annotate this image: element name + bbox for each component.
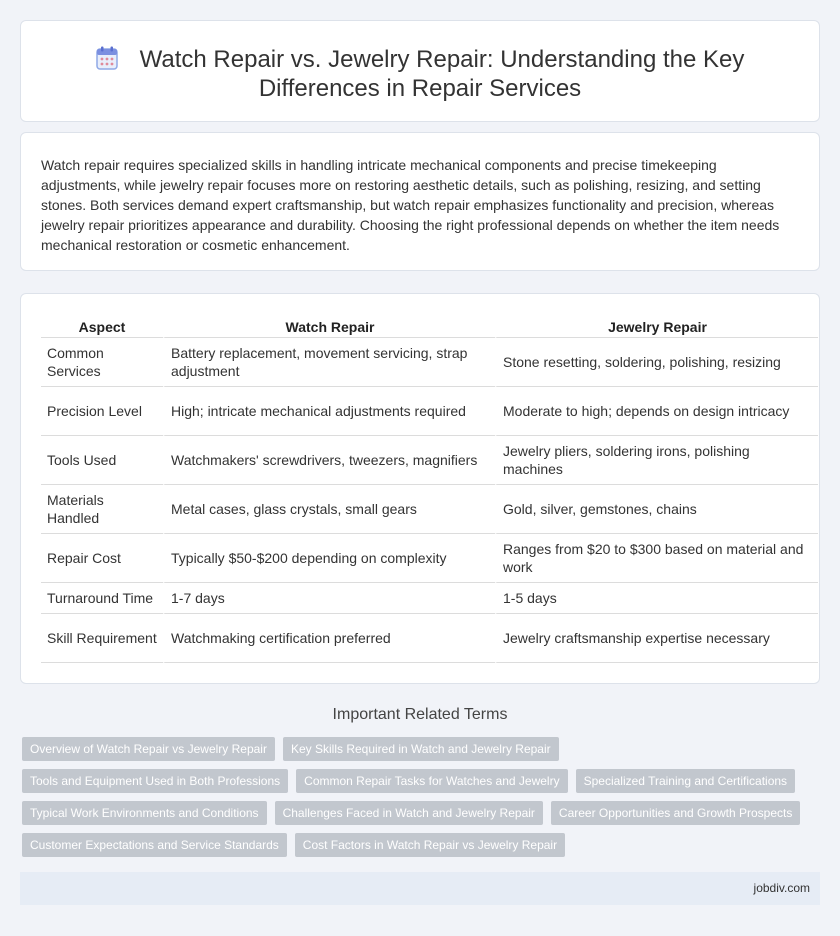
table-row	[41, 583, 818, 614]
cell-watch: 1-7 days	[163, 583, 495, 614]
cell-watch: Metal cases, glass crystals, small gears	[163, 485, 495, 534]
footer	[20, 872, 820, 905]
page-title	[21, 45, 819, 103]
related-term-tag[interactable]: Career Opportunities and Growth Prospects	[551, 801, 800, 825]
footer-site-link[interactable]: jobdiv.com	[753, 881, 810, 895]
related-terms-title: Important Related Terms	[332, 706, 508, 723]
related-term-tag[interactable]: Common Repair Tasks for Watches and Jewelry	[296, 769, 567, 793]
cell-watch: Watchmaking certification preferred	[163, 614, 495, 663]
cell-watch: High; intricate mechanical adjustments required	[163, 387, 495, 436]
table-row	[41, 614, 818, 663]
cell-watch: Watchmakers' screwdrivers, tweezers, magnifiers	[163, 436, 495, 485]
table-row	[41, 534, 818, 583]
related-term-tag[interactable]: Cost Factors in Watch Repair vs Jewelry Repair	[295, 833, 565, 857]
table-row	[41, 338, 818, 387]
related-term-tag[interactable]: Tools and Equipment Used in Both Professions	[22, 769, 288, 793]
related-terms-list	[22, 737, 802, 857]
cell-watch: Battery replacement, movement servicing, strap adjustment	[163, 338, 495, 387]
related-term-tag[interactable]: Overview of Watch Repair vs Jewelry Repair	[22, 737, 275, 761]
cell-aspect: Turnaround Time	[41, 583, 163, 614]
page-title-text: Watch Repair vs. Jewelry Repair: Understanding the Key Differences in Repair Services	[139, 46, 745, 102]
comparison-card	[20, 293, 820, 684]
cell-jewelry: Gold, silver, gemstones, chains	[495, 485, 818, 534]
title-card	[20, 20, 820, 122]
cell-jewelry: Stone resetting, soldering, polishing, resizing	[495, 338, 818, 387]
related-term-tag[interactable]: Specialized Training and Certifications	[576, 769, 795, 793]
cell-jewelry: Ranges from $20 to $300 based on material and work	[495, 534, 818, 583]
calendar-icon	[96, 46, 118, 70]
related-term-tag[interactable]: Challenges Faced in Watch and Jewelry Repair	[275, 801, 543, 825]
related-term-tag[interactable]: Key Skills Required in Watch and Jewelry Repair	[283, 737, 559, 761]
comparison-table	[41, 316, 818, 663]
cell-aspect: Tools Used	[41, 436, 163, 485]
cell-aspect: Common Services	[41, 338, 163, 387]
cell-aspect: Precision Level	[41, 387, 163, 436]
cell-aspect: Materials Handled	[41, 485, 163, 534]
header-aspect: Aspect	[41, 316, 163, 338]
cell-jewelry: Jewelry craftsmanship expertise necessary	[495, 614, 818, 663]
cell-aspect: Skill Requirement	[41, 614, 163, 663]
table-row	[41, 485, 818, 534]
related-term-tag[interactable]: Typical Work Environments and Conditions	[22, 801, 267, 825]
cell-jewelry: Jewelry pliers, soldering irons, polishing machines	[495, 436, 818, 485]
cell-watch: Typically $50-$200 depending on complexity	[163, 534, 495, 583]
related-term-tag[interactable]: Customer Expectations and Service Standards	[22, 833, 287, 857]
intro-card	[20, 132, 820, 271]
cell-jewelry: Moderate to high; depends on design intricacy	[495, 387, 818, 436]
header-jewelry-repair: Jewelry Repair	[495, 316, 818, 338]
cell-aspect: Repair Cost	[41, 534, 163, 583]
table-row	[41, 387, 818, 436]
table-header-row	[41, 316, 818, 338]
intro-paragraph: Watch repair requires specialized skills in handling intricate mechanical components and precise timekeeping adjustments, while jewelry repair focuses more on restoring aesthetic details, such as polishing, resizing, and setting stones. Both services demand expert craftsmanship, but watch repair emphasizes functionality and precision, whereas jewelry repair prioritizes appearance and durability. Choosing the right professional depends on whether the item needs mechanical restoration or cosmetic enhancement.	[41, 157, 780, 253]
table-row	[41, 436, 818, 485]
cell-jewelry: 1-5 days	[495, 583, 818, 614]
header-watch-repair: Watch Repair	[163, 316, 495, 338]
